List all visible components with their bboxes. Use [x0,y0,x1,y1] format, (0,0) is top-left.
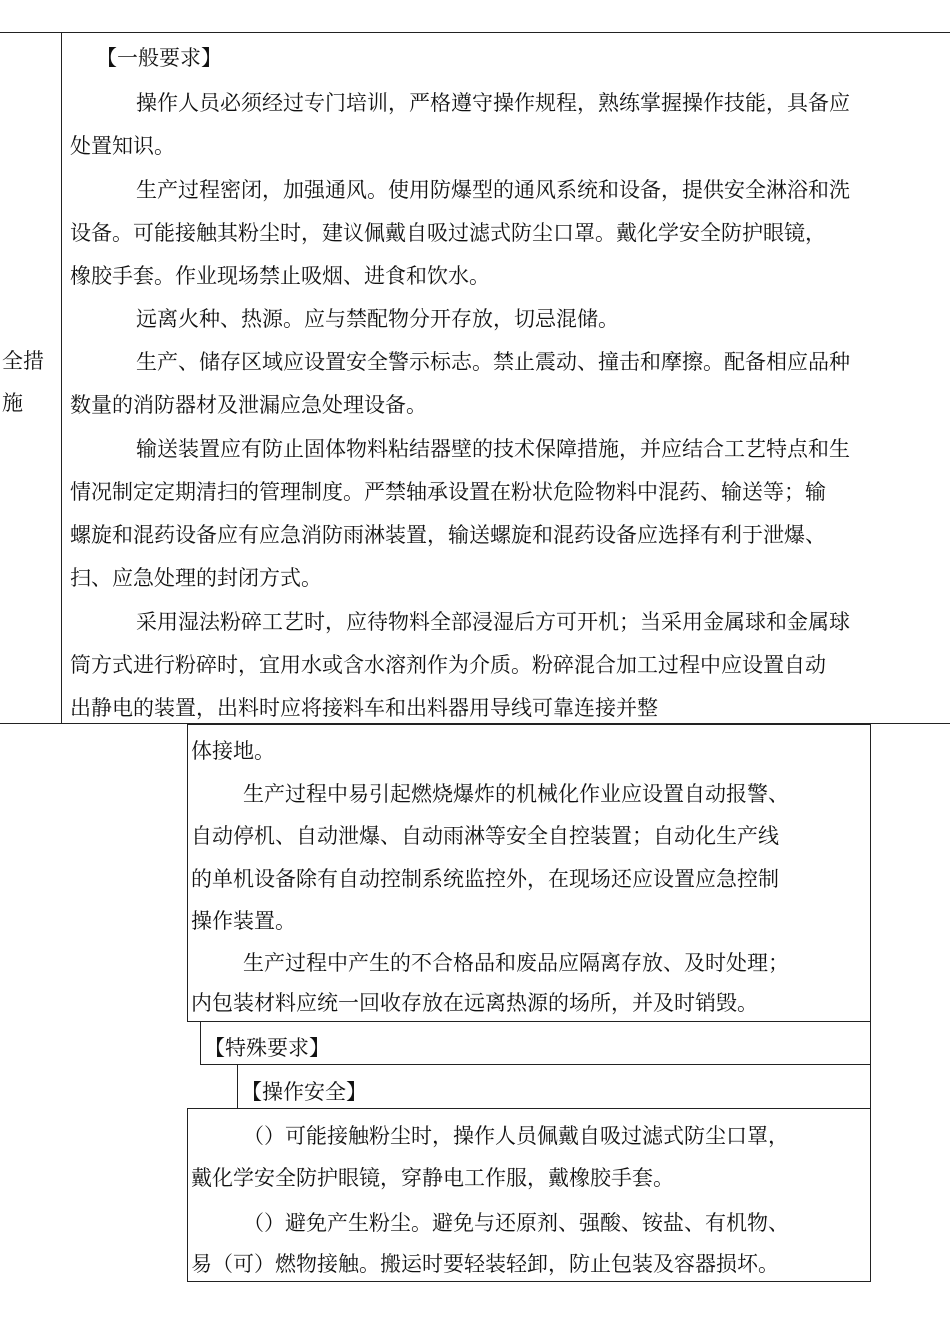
paragraph-line: 出静电的装置，出料时应将接料车和出料器用导线可靠连接并整 [70,696,658,720]
paragraph-line: 数量的消防器材及泄漏应急处理设备。 [70,393,427,417]
special-requirements-header: 【特殊要求】 [204,1036,330,1060]
category-label-line2: 施 [2,391,23,415]
paragraph-line: 情况制定定期清扫的管理制度。严禁轴承设置在粉状危险物料中混药、输送等；输 [70,480,826,504]
continuation-line: 自动停机、自动泄爆、自动雨淋等安全自控装置；自动化生产线 [191,824,779,848]
continuation-line: 生产过程中产生的不合格品和废品应隔离存放、及时处理； [243,951,789,975]
continuation-line: 的单机设备除有自动控制系统监控外，在现场还应设置应急控制 [191,867,779,891]
paragraph-line: 生产过程密闭，加强通风。使用防爆型的通风系统和设备，提供安全淋浴和洗 [136,178,850,202]
paragraph-line: 生产、储存区域应设置安全警示标志。禁止震动、撞击和摩擦。配备相应品种 [136,350,850,374]
continuation-line: 操作装置。 [191,909,296,933]
paragraph-line: 输送装置应有防止固体物料粘结器壁的技术保障措施，并应结合工艺特点和生 [136,437,850,461]
paragraph-line: 操作人员必须经过专门培训，严格遵守操作规程，熟练掌握操作技能，具备应 [136,91,850,115]
category-label-line1: 全措 [2,349,44,373]
paragraph-line: 扫、应急处理的封闭方式。 [70,566,322,590]
continuation-line: 体接地。 [191,739,275,763]
paragraph-line: 橡胶手套。作业现场禁止吸烟、进食和饮水。 [70,264,490,288]
operation-line: （）避免产生粉尘。避免与还原剂、强酸、铵盐、有机物、 [243,1211,789,1235]
paragraph-line: 采用湿法粉碎工艺时，应待物料全部浸湿后方可开机；当采用金属球和金属球 [136,610,850,634]
paragraph-line: 螺旋和混药设备应有应急消防雨淋装置，输送螺旋和混药设备应选择有利于泄爆、 [70,523,826,547]
paragraph-line: 筒方式进行粉碎时，宜用水或含水溶剂作为介质。粉碎混合加工过程中应设置自动 [70,653,826,677]
operation-line: 易（可）燃物接触。搬运时要轻装轻卸，防止包装及容器损坏。 [191,1252,779,1276]
operation-line: 戴化学安全防护眼镜，穿静电工作服，戴橡胶手套。 [191,1166,674,1190]
operation-safety-header: 【操作安全】 [241,1080,367,1104]
paragraph-line: 远离火种、热源。应与禁配物分开存放，切忌混储。 [136,307,619,331]
category-label [2,340,44,424]
general-requirements-header: 【一般要求】 [96,46,222,70]
continuation-line: 内包装材料应统一回收存放在远离热源的场所，并及时销毁。 [191,991,758,1015]
paragraph-line: 设备。可能接触其粉尘时，建议佩戴自吸过滤式防尘口罩。戴化学安全防护眼镜， [70,221,826,245]
paragraph-line: 处置知识。 [70,134,175,158]
top-table-divider [61,32,62,724]
continuation-line: 生产过程中易引起燃烧爆炸的机械化作业应设置自动报警、 [243,782,789,806]
operation-line: （）可能接触粉尘时，操作人员佩戴自吸过滤式防尘口罩， [243,1124,789,1148]
